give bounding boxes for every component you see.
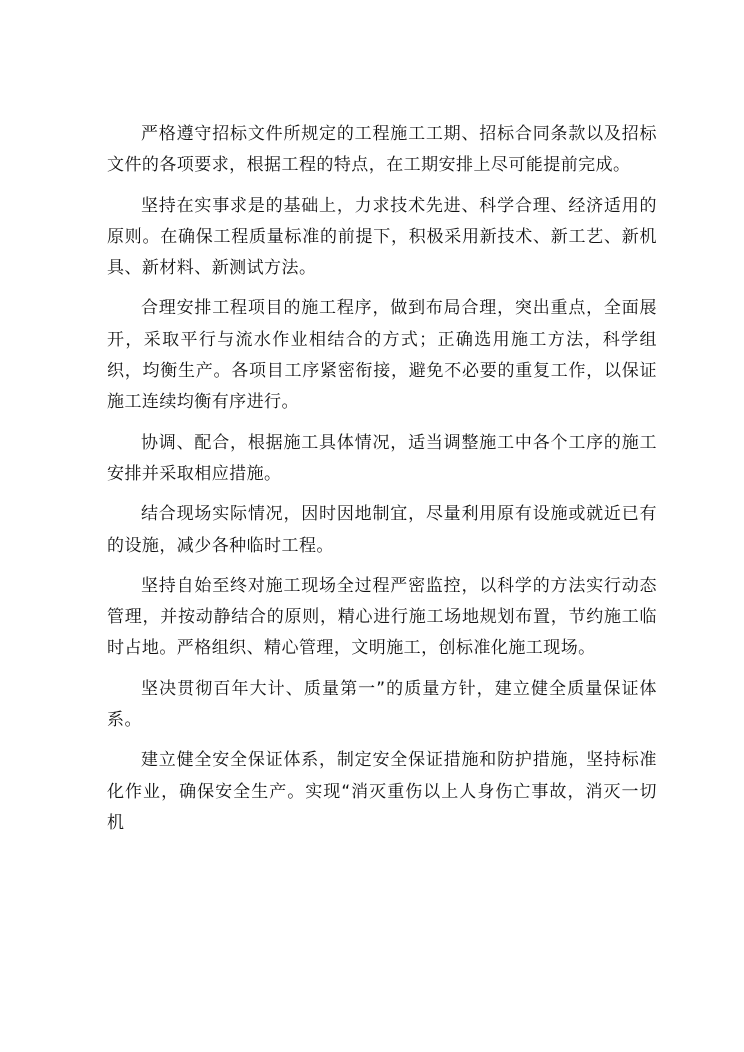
document-body bbox=[107, 119, 657, 848]
paragraph-sequence: 合理安排工程项目的施工程序，做到布局合理，突出重点，全面展开，采取平行与流水作业相结合的方式；正确选用施工方法，科学组织，均衡生产。各项目工序紧密衔接，避免不必要的重复工作，以保证施工连续均衡有序进行。 bbox=[107, 298, 657, 413]
paragraph-schedule: 严格遵守招标文件所规定的工程施工工期、招标合同条款以及招标文件的各项要求，根据工程的特点，在工期安排上尽可能提前完成。 bbox=[107, 124, 657, 176]
paragraph-quality: 坚决贯彻百年大计、质量第一”的质量方针，建立健全质量保证体系。 bbox=[107, 678, 657, 731]
paragraph-site-management: 坚持自始至终对施工现场全过程严密监控，以科学的方法实行动态管理，并按动静结合的原则，精心进行施工场地规划布置，节约施工临时占地。严格组织、精心管理，文明施工，创标准化施工现场。 bbox=[107, 575, 657, 659]
paragraph-site-conditions: 结合现场实际情况，因时因地制宜，尽量利用原有设施或就近已有的设施，减少各种临时工程。 bbox=[107, 504, 657, 556]
paragraph-technology: 坚持在实事求是的基础上，力求技术先进、科学合理、经济适用的原则。在确保工程质量标准的前提下，积极采用新技术、新工艺、新机具、新材料、新测试方法。 bbox=[107, 195, 657, 279]
paragraph-safety: 建立健全安全保证体系，制定安全保证措施和防护措施，坚持标准化作业，确保安全生产。实现“消灭重伤以上人身伤亡事故，消灭一切机 bbox=[107, 750, 657, 833]
paragraph-coordination: 协调、配合，根据施工具体情况，适当调整施工中各个工序的施工安排并采取相应措施。 bbox=[107, 432, 657, 484]
